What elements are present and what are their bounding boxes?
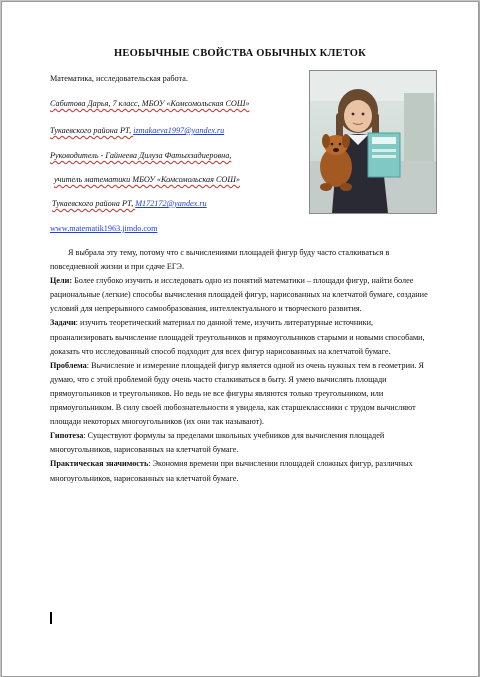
goals-paragraph <box>50 274 438 316</box>
problem-paragraph <box>50 359 438 429</box>
body-text <box>50 246 438 486</box>
district-line-1 <box>50 126 224 135</box>
tasks-label: Задачи <box>50 318 76 328</box>
subtitle: Математика, исследовательская работа. <box>50 74 188 83</box>
website-link[interactable]: www.matematik1963.jimdo.com <box>50 224 158 233</box>
tasks-paragraph <box>50 316 438 358</box>
tasks-text: : изучить теоретический материал по данной теме, изучить литературные источники, проанализировать вычисление площадей треугольников и прямоугольников старыми и новыми способами, доказать что исследованный способ подходит для всех фигур нарисованных на клетчатой бумаге. <box>50 318 425 356</box>
practical-paragraph <box>50 457 438 485</box>
goals-text: Более глубоко изучить и исследовать одно из понятий математики – площади фигур, найти более рациональные (легкие) способы вычисления площадей фигур, нарисованных на клетчатой бумаге, создание условий для непрерывного самообразования, интеллектуального и творческого развития. <box>50 276 428 314</box>
email-link-2[interactable]: M172172@yandex.ru <box>135 199 207 208</box>
email-link-1[interactable]: izmakaeva1997@yandex.ru <box>133 126 225 135</box>
author-line <box>50 99 249 108</box>
intro-paragraph: Я выбрала эту тему, потому что с вычислениями площадей фигур буду часто сталкиваться в повседневной жизни и при сдаче ЕГЭ. <box>50 248 390 272</box>
problem-label: Проблема <box>50 360 87 370</box>
text-cursor <box>50 612 52 624</box>
supervisor-text: Руководитель - Гайнеева Дилуза Фатыхзадиеровна, <box>50 151 232 160</box>
teacher-text: учитель математики МБОУ «Комсомольская СОШ» <box>54 175 240 184</box>
goals-label: Цели: <box>50 276 73 286</box>
practical-text: : Экономия времени при вычислении площадей сложных фигур, различных многоугольников, нарисованных на клетчатой бумаге. <box>50 459 413 483</box>
problem-text: : Вычисление и измерение площадей фигур является одной из очень нужных тем в геометрии. Я думаю, что с этой проблемой буду очень часто сталкиваться в быту. Я умею вычислять площади прямоугольников и треугольников. Но ведь не все фигуры являются только треугольником, или прямоугольником. В силу своей любознательности я увидела, как старшеклассники с трудом вычисляют площади некоторых многоугольников (их они так называют). <box>50 360 424 427</box>
document-page <box>1 1 479 677</box>
hypothesis-label: Гипотеза <box>50 431 84 441</box>
document-title: НЕОБЫЧНЫЕ СВОЙСТВА ОБЫЧНЫХ КЛЕТОК <box>114 48 366 59</box>
supervisor-line <box>50 151 231 160</box>
hypothesis-paragraph <box>50 429 438 457</box>
hypothesis-text: : Существуют формулы за пределами школьных учебников для вычисления площадей многоугольников, нарисованных на клетчатой бумаге. <box>50 431 385 455</box>
author-text: Сабитова Дарья, 7 класс, МБОУ «Комсомольская СОШ» <box>50 99 250 108</box>
student-photo <box>309 70 437 214</box>
practical-label: Практическая значимость <box>50 459 149 469</box>
student-photo-illustration <box>310 71 436 213</box>
district-line-2 <box>52 199 207 208</box>
district-text-1: Тукаевского района РТ, <box>50 126 134 135</box>
teacher-line <box>54 175 240 184</box>
website-line <box>50 224 157 233</box>
district-text-2: Тукаевского района РТ, <box>52 199 136 208</box>
